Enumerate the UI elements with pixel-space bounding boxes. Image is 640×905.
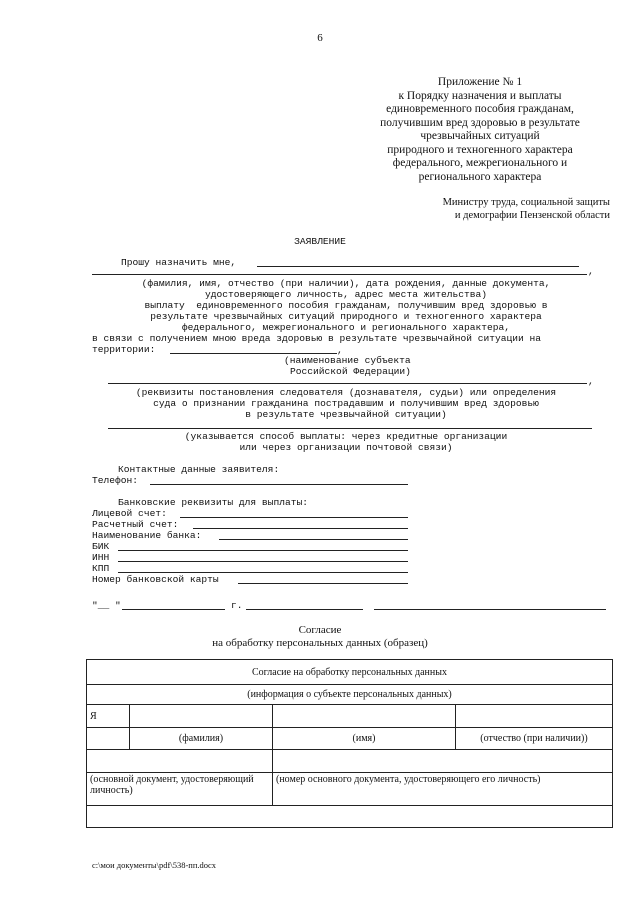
comma: , [337,345,343,356]
name-hint-1: (фамилия, имя, отчество (при наличии), дата рождения, данные документа, [141,278,551,289]
bik-label: БИК [92,541,110,552]
main-doc-input[interactable] [87,750,273,773]
payment-line[interactable] [108,428,592,429]
comma: , [588,376,594,387]
body-line-1: выплату единовременного пособия гражданам, получившим вред здоровью в [144,300,548,311]
addressee-line: и демографии Пензенской области [454,209,610,221]
consent-title: Согласие [298,624,342,636]
main-doc-number-caption: (номер основного документа, удостоверяющего его личность) [273,773,613,806]
appendix-line: Приложение № 1 [437,76,523,88]
appendix-line: природного и техногенного характера [387,143,573,156]
consent-subtitle: на обработку персональных данных (образец) [212,637,428,649]
surname-caption: (фамилия) [130,728,273,750]
main-doc-number-input[interactable] [273,750,613,773]
kpp-line[interactable] [118,572,408,573]
date-month-line[interactable] [122,609,225,610]
kpp-label: КПП [92,563,110,574]
first-name-caption: (имя) [273,728,456,750]
appendix-line: регионального характера [418,170,542,183]
bank-name-line[interactable] [219,539,408,540]
addressee [390,197,610,222]
page-number: 6 [317,32,323,44]
first-name-input[interactable] [273,705,456,728]
requisites-hint-2: суда о признании гражданина пострадавшим и получившим вред здоровью [153,398,539,409]
payment-hint-2: или через организации почтовой связи) [239,442,453,453]
patronymic-caption: (отчество (при наличии)) [456,728,613,750]
empty-cell [87,728,130,750]
inn-label: ИНН [92,552,110,563]
personal-account-line[interactable] [180,517,408,518]
contacts-title: Контактные данные заявителя: [118,464,280,475]
signature-line[interactable] [374,609,606,610]
date-year-line[interactable] [246,609,363,610]
ya-cell: Я [87,705,130,728]
consent-table-header: Согласие на обработку персональных данных [87,660,613,685]
request-label: Прошу назначить мне, [121,257,237,268]
comma: , [588,266,594,277]
requisites-hint-1: (реквизиты постановления следователя (дознавателя, судьи) или определения [135,387,557,398]
application-title: ЗАЯВЛЕНИЕ [294,236,346,247]
requisites-line[interactable] [108,383,587,384]
personal-account-label: Лицевой счет: [92,508,167,519]
main-doc-caption: (основной документ, удостоверяющий личность) [87,773,273,806]
file-path-footer: c:\мои документы\pdf\538-пп.docx [92,860,217,870]
appendix-line: чрезвычайных ситуаций [420,130,540,142]
extra-row[interactable] [87,806,613,828]
body-line-2: результате чрезвычайных ситуаций природного и техногенного характера [150,311,542,322]
territory-line[interactable] [170,353,337,354]
addressee-line: Министру труда, социальной защиты [442,197,610,208]
settlement-account-line[interactable] [193,528,408,529]
subject-hint-1: (наименование субъекта [284,355,411,366]
bank-title: Банковские реквизиты для выплаты: [118,497,308,508]
appendix-header [330,76,630,184]
year-suffix: г. [231,600,243,611]
requisites-hint-3: в результате чрезвычайной ситуации) [245,409,447,420]
patronymic-input[interactable] [456,705,613,728]
payment-hint-1: (указывается способ выплаты: через кредитные организации [184,431,508,442]
applicant-line[interactable] [257,266,579,267]
body-line-3: федерального, межрегионального и регионального характера, [181,322,511,333]
bank-name-label: Наименование банка: [92,530,202,541]
subject-info: (информация о субъекте персональных данных) [87,685,613,705]
date-day: "__ " [92,600,121,611]
surname-input[interactable] [130,705,273,728]
appendix-line: получившим вред здоровью в результате [380,116,580,129]
consent-table [86,659,613,828]
subject-hint-2: Российской Федерации) [290,366,411,377]
appendix-line: единовременного пособия гражданам, [386,103,574,115]
card-label: Номер банковской карты [92,574,219,585]
applicant-line-2[interactable] [92,274,587,275]
settlement-account-label: Расчетный счет: [92,519,179,530]
phone-label: Телефон: [92,475,139,486]
appendix-line: федерального, межрегионального и [392,157,568,169]
phone-line[interactable] [150,484,408,485]
territory-label: территории: [92,344,156,355]
body-line-4: в связи с получением мною вреда здоровью в результате чрезвычайной ситуации на [92,333,542,344]
inn-line[interactable] [118,561,408,562]
card-line[interactable] [238,583,408,584]
consent-title-block [0,624,640,650]
bik-line[interactable] [118,550,408,551]
name-hint-2: удостоверяющего личность, адрес места жительства) [204,289,488,300]
appendix-line: к Порядку назначения и выплаты [398,89,562,102]
